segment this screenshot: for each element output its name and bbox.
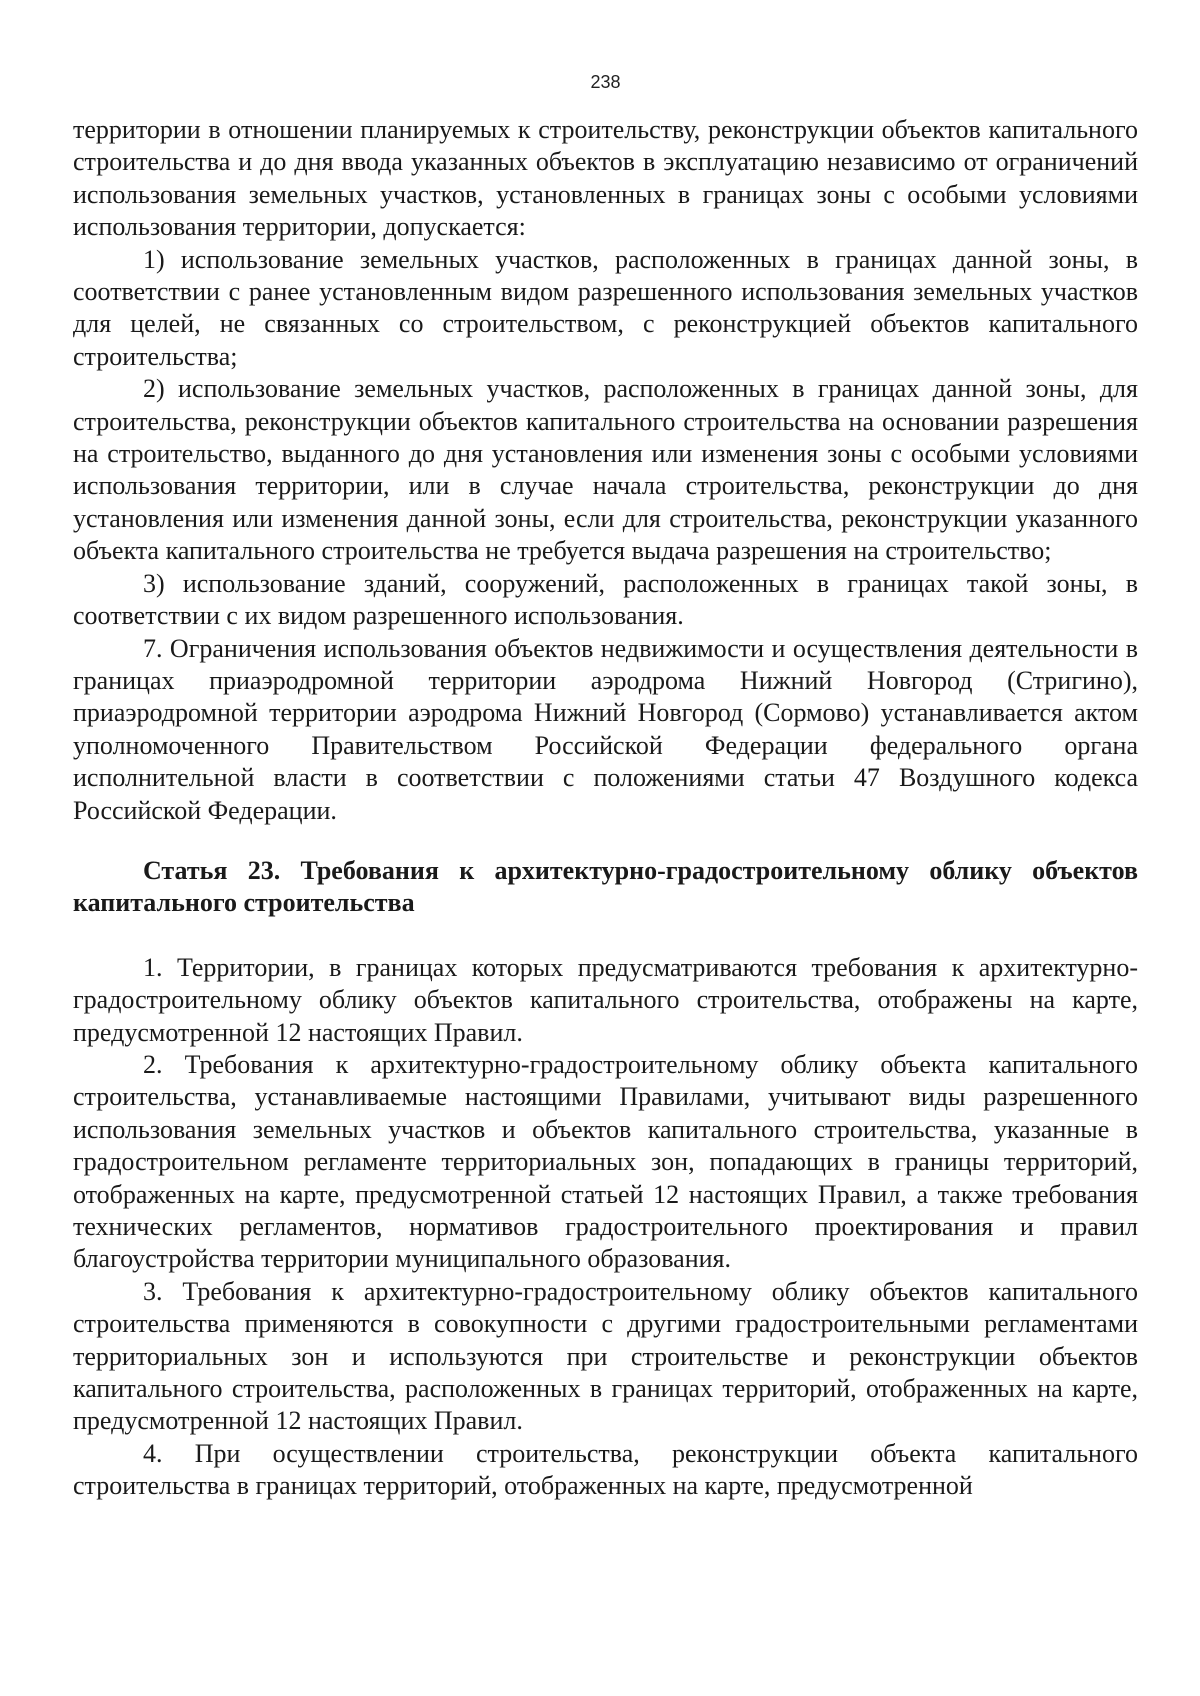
page-number: 238 (590, 72, 621, 92)
article-23-clause-3: 3. Требования к архитектурно-градостроительному облику объектов капитального строительства применяются в совокупности с другими градостроительными регламентами территориальных зон и используются при строительстве и реконструкции объектов капитального строительства, расположенных в границах территорий, отображенных на карте, предусмотренной 12 настоящих Правил. (73, 1276, 1138, 1436)
clause-7: 7. Ограничения использования объектов недвижимости и осуществления деятельности в границах приаэродромной территории аэродрома Нижний Новгород (Стригино), приаэродромной территории аэродрома Нижний Новгород (Сормово) устанавливается актом уполномоченного Правительством Российской Федерации федерального органа исполнительной власти в соответствии с положениями статьи 47 Воздушного кодекса Российской Федерации. (73, 633, 1138, 825)
article-23-heading: Статья 23. Требования к архитектурно-градостроительному облику объектов капитального строительства (73, 855, 1138, 918)
article-23-clause-4: 4. При осуществлении строительства, реконструкции объекта капитального строительства в границах территорий, отображенных на карте, предусмотренной (73, 1438, 1138, 1501)
document-body (73, 114, 1138, 1503)
article-23-clause-1: 1. Территории, в границах которых предусматриваются требования к архитектурно-градостроительному облику объектов капитального строительства, отображены на карте, предусмотренной 12 настоящих Правил. (73, 952, 1138, 1047)
list-item-1: 1) использование земельных участков, расположенных в границах данной зоны, в соответствии с ранее установленным видом разрешенного использования земельных участков для целей, не связанных со строительством, с реконструкцией объектов капитального строительства; (73, 244, 1138, 371)
list-item-2: 2) использование земельных участков, расположенных в границах данной зоны, для строительства, реконструкции объектов капитального строительства на основании разрешения на строительство, выданного до дня установления или изменения зоны с особыми условиями использования территории, или в случае начала строительства, реконструкции до дня установления или изменения данной зоны, если для строительства, реконструкции указанного объекта капитального строительства не требуется выдача разрешения на строительство; (73, 374, 1138, 566)
list-item-3: 3) использование зданий, сооружений, расположенных в границах такой зоны, в соответствии с их видом разрешенного использования. (73, 568, 1138, 631)
article-23-clause-2: 2. Требования к архитектурно-градостроительному облику объекта капитального строительства, устанавливаемые настоящими Правилами, учитывают виды разрешенного использования земельных участков и объектов капитального строительства, указанные в градостроительном регламенте территориальных зон, попадающих в границы территорий, отображенных на карте, предусмотренной статьей 12 настоящих Правил, а также требования технических регламентов, нормативов градостроительного проектирования и правил благоустройства территории муниципального образования. (73, 1049, 1138, 1274)
paragraph-continuation: территории в отношении планируемых к строительству, реконструкции объектов капитального строительства и до дня ввода указанных объектов в эксплуатацию независимо от ограничений использования земельных участков, установленных в границах зоны с особыми условиями использования территории, допускается: (73, 115, 1138, 242)
